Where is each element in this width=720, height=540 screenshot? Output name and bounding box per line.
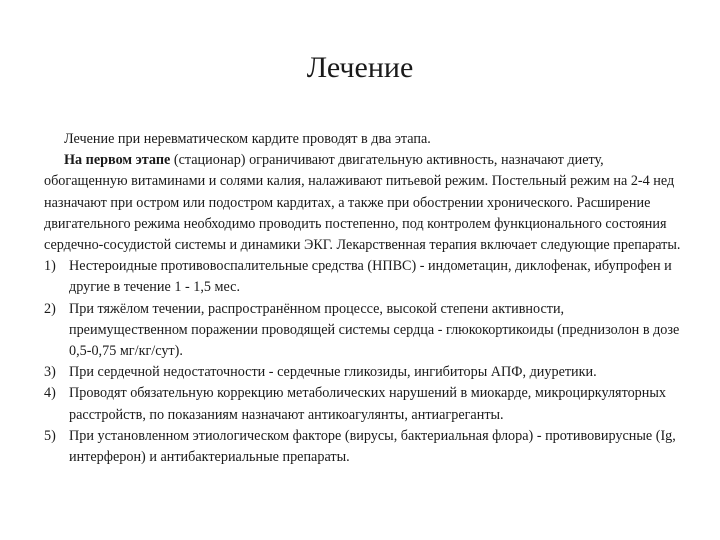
list-item xyxy=(44,256,684,298)
list-item xyxy=(44,362,684,383)
page-title: Лечение xyxy=(306,51,414,84)
drug-list xyxy=(44,256,684,468)
list-item-text: При сердечной недостаточности - сердечные гликозиды, ингибиторы АПФ, диуретики. xyxy=(69,364,597,381)
stage-heading: На первом этапе xyxy=(64,152,171,169)
intro-paragraph: Лечение при неревматическом кардите проводят в два этапа. xyxy=(64,131,431,147)
list-item xyxy=(44,299,684,363)
list-item-text: При установленном этиологическом факторе (вирусы, бактериальная флора) - противовирусные (Ig, интерферон) и антибактериальные препараты. xyxy=(69,427,676,466)
list-item xyxy=(44,426,684,468)
stage-paragraph xyxy=(44,150,684,256)
slide-body xyxy=(44,129,684,468)
list-item-number: 1) xyxy=(44,258,56,275)
list-item-text: Проводят обязательную коррекцию метаболических нарушений в миокарде, микроциркуляторных расстройств, по показаниям назначают антикоагулянты, антиагреганты. xyxy=(69,385,666,423)
list-item-number: 4) xyxy=(44,385,56,402)
stage-text: (стационар) ограничивают двигательную активность, назначают диету, обогащенную витаминами и солями калия, налаживают питьевой режим. Постельный режим на 2-4 нед назначают при остром или подостром кардитах, а также при обострении хронического. Расширение двигательного режима необходимо проводить постепенно, под контролем функционального состояния сердечно-сосудистой системы и динамики ЭКГ. Лекарственная терапия включает следующие препараты. xyxy=(44,152,681,254)
list-item-text: При тяжёлом течении, распространённом процессе, высокой степени активности, преимущественном поражении проводящей системы сердца - глюкокортикоиды (преднизолон в дозе 0,5-0,75 мг/кг/сут). xyxy=(69,300,680,360)
list-item-text: Нестероидные противовоспалительные средства (НПВС) - индометацин, диклофенак, ибупрофен и другие в течение 1 - 1,5 мес. xyxy=(69,258,672,296)
list-item-number: 2) xyxy=(44,300,56,317)
list-item-number: 5) xyxy=(44,427,56,444)
list-item-number: 3) xyxy=(44,364,56,381)
list-item xyxy=(44,383,684,425)
